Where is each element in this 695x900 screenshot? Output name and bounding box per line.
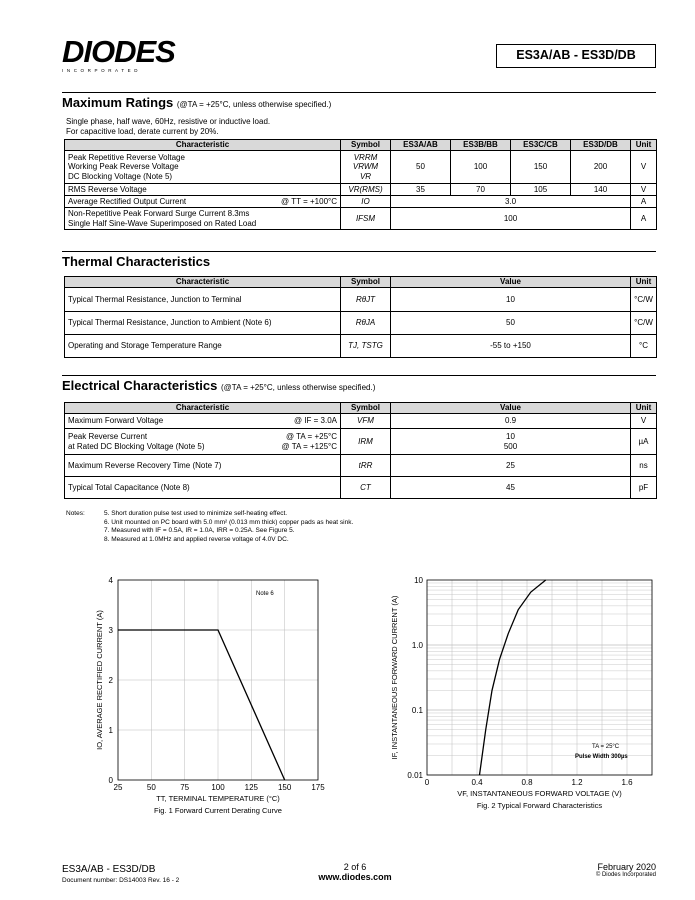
header-cell: Symbol	[341, 403, 391, 414]
characteristic-line: Non-Repetitive Peak Forward Surge Current 8.3ms	[68, 209, 250, 218]
header-cell: Symbol	[341, 277, 391, 288]
note-6: 6. Unit mounted on PC board with 5.0 mm² (0.013 mm thick) copper pads as heat sink.	[104, 518, 354, 526]
table-row	[65, 196, 657, 208]
note-5: 5. Short duration pulse test used to minimize self-heating effect.	[104, 510, 288, 517]
header-cell: ES3C/CB	[511, 140, 571, 151]
characteristic-line: DC Blocking Voltage (Note 5)	[68, 171, 173, 181]
chart-annotation: Pulse Width 300µs	[575, 754, 628, 760]
value-cell: 150	[511, 151, 571, 184]
characteristic-text: Average Rectified Output Current	[68, 196, 187, 206]
x-tick-label: 125	[244, 783, 259, 792]
symbol-cell: tRR	[341, 455, 391, 477]
unit-cell: A	[631, 196, 657, 208]
x-tick-label: 1.2	[571, 778, 583, 787]
max-ratings-note-2: For capacitive load, derate current by 20%.	[66, 127, 219, 136]
section-divider	[62, 92, 656, 93]
symbol-cell: VR(RMS)	[341, 184, 391, 196]
table-header-row	[65, 140, 657, 151]
table-row	[65, 429, 657, 455]
y-tick-label: 0.1	[411, 706, 423, 715]
section-divider	[62, 375, 656, 376]
footer-left	[62, 864, 179, 884]
characteristic-cell: Typical Thermal Resistance, Junction to Ambient (Note 6)	[65, 312, 341, 335]
value-cell: 100	[451, 151, 511, 184]
max-ratings-title	[62, 95, 331, 110]
x-tick-label: 50	[146, 783, 156, 792]
characteristic-cell	[65, 208, 341, 230]
unit-cell: µA	[631, 429, 657, 455]
table-row	[65, 312, 657, 335]
table-row	[65, 414, 657, 429]
footer-document-number: Document number: DS14003 Rev. 16 - 2	[62, 877, 180, 884]
y-tick-label: 0	[108, 776, 113, 785]
value-cell: 50	[391, 151, 451, 184]
symbol-cell: IFSM	[341, 208, 391, 230]
symbol-cell: TJ, TSTG	[341, 335, 391, 358]
part-number-box: ES3A/AB - ES3D/DB	[496, 44, 656, 68]
y-tick-label: 1	[108, 726, 113, 735]
characteristic-cell: Operating and Storage Temperature Range	[65, 335, 341, 358]
x-tick-label: 150	[277, 783, 292, 792]
value-cell: 50	[391, 312, 631, 335]
chart-annotation: TA = 25°C	[592, 744, 620, 750]
characteristic-cell	[65, 151, 341, 184]
y-tick-label: 0.01	[407, 771, 423, 780]
characteristic-cell: Typical Thermal Resistance, Junction to Terminal	[65, 288, 341, 312]
unit-cell: °C/W	[631, 288, 657, 312]
footnotes	[66, 510, 353, 544]
figure-caption: Fig. 2 Typical Forward Characteristics	[476, 801, 603, 810]
electrical-title	[62, 378, 375, 393]
symbol-cell: VFM	[341, 414, 391, 429]
header-cell: Characteristic	[65, 403, 341, 414]
y-tick-label: 1.0	[411, 641, 423, 650]
series-line	[118, 630, 285, 780]
x-tick-label: 100	[211, 783, 225, 792]
footer-center	[300, 862, 410, 882]
condition-text: @ IF = 3.0A	[293, 416, 337, 426]
symbol-cell: RθJA	[341, 312, 391, 335]
y-tick-label: 2	[108, 676, 113, 685]
electrical-table	[64, 402, 657, 499]
x-tick-label: 1.6	[621, 778, 633, 787]
header-cell: ES3B/BB	[451, 140, 511, 151]
value-cell: -55 to +150	[391, 335, 631, 358]
logo-text: DIODES	[62, 34, 175, 69]
unit-cell: V	[631, 151, 657, 184]
max-ratings-table	[64, 139, 657, 230]
unit-cell: °C	[631, 335, 657, 358]
footer-right	[540, 862, 656, 878]
header-cell: Unit	[631, 403, 657, 414]
y-tick-label: 4	[108, 576, 113, 585]
unit-cell: °C/W	[631, 312, 657, 335]
section-divider	[62, 251, 656, 252]
value-cell: 10	[391, 288, 631, 312]
unit-cell: V	[631, 184, 657, 196]
header-cell: Value	[391, 277, 631, 288]
max-ratings-heading: Maximum Ratings	[62, 95, 174, 110]
company-logo	[62, 34, 182, 73]
footer-url[interactable]: www.diodes.com	[318, 872, 392, 882]
x-tick-label: 25	[113, 783, 123, 792]
value-cell: 200	[571, 151, 631, 184]
x-tick-label: 0.4	[471, 778, 483, 787]
value-cell: 100	[391, 208, 631, 230]
unit-cell: A	[631, 208, 657, 230]
table-row	[65, 208, 657, 230]
table-row	[65, 288, 657, 312]
y-axis-label: IF, INSTANTANEOUS FORWARD CURRENT (A)	[390, 595, 399, 760]
electrical-condition: (@TA = +25°C, unless otherwise specified.)	[221, 383, 376, 392]
figure-caption: Fig. 1 Forward Current Derating Curve	[154, 806, 282, 815]
value-cell: 0.9	[391, 414, 631, 429]
characteristic-cell	[65, 196, 341, 208]
characteristic-line	[68, 442, 337, 452]
symbol-cell: RθJT	[341, 288, 391, 312]
characteristic-cell: RMS Reverse Voltage	[65, 184, 341, 196]
header-cell: Unit	[631, 277, 657, 288]
symbol-cell: IO	[341, 196, 391, 208]
note-7: 7. Measured with IF = 0.5A, IR = 1.0A, IRR = 0.25A. See Figure 5.	[104, 527, 295, 534]
characteristic-line: Single Half Sine-Wave Superimposed on Rated Load	[68, 218, 257, 228]
value-cell: 140	[571, 184, 631, 196]
electrical-heading: Electrical Characteristics	[62, 378, 218, 393]
x-tick-label: 175	[311, 783, 325, 792]
characteristic-cell	[65, 429, 341, 455]
value-cell	[391, 429, 631, 455]
header-cell: Unit	[631, 140, 657, 151]
header-cell: ES3A/AB	[391, 140, 451, 151]
condition-text: @ TA = +125°C	[281, 441, 337, 451]
table-row	[65, 477, 657, 499]
value-cell: 35	[391, 184, 451, 196]
characteristic-cell	[65, 414, 341, 429]
x-axis-label: VF, INSTANTANEOUS FORWARD VOLTAGE (V)	[457, 789, 622, 798]
footer-copyright: © Diodes Incorporated	[595, 872, 656, 878]
x-axis-label: TT, TERMINAL TEMPERATURE (°C)	[156, 794, 280, 803]
characteristic-line	[68, 432, 337, 442]
y-axis-label: IO, AVERAGE RECTIFIED CURRENT (A)	[95, 610, 104, 750]
figure-1-derating-chart	[80, 568, 350, 818]
value-cell: 70	[451, 184, 511, 196]
characteristic-cell: Typical Total Capacitance (Note 8)	[65, 477, 341, 499]
table-header-row	[65, 403, 657, 414]
chart-annotation: Note 6	[256, 591, 274, 597]
max-ratings-note-1: Single phase, half wave, 60Hz, resistive or inductive load.	[66, 117, 271, 126]
characteristic-text: Maximum Forward Voltage	[68, 416, 164, 426]
table-row	[65, 455, 657, 477]
thermal-table	[64, 276, 657, 358]
table-header-row	[65, 277, 657, 288]
header-cell: Characteristic	[65, 277, 341, 288]
value-line: 500	[503, 441, 518, 451]
value-cell: 105	[511, 184, 571, 196]
header-cell: Characteristic	[65, 140, 341, 151]
condition-text: @ TA = +25°C	[285, 432, 337, 441]
footer-part-number: ES3A/AB - ES3D/DB	[62, 864, 156, 875]
symbol-cell: CT	[341, 477, 391, 499]
header-cell: Symbol	[341, 140, 391, 151]
unit-cell: pF	[631, 477, 657, 499]
characteristic-line: Peak Repetitive Reverse Voltage	[68, 152, 185, 162]
symbol-line: VRWM	[352, 162, 379, 172]
footer-date: February 2020	[597, 862, 656, 872]
symbol-cell: IRM	[341, 429, 391, 455]
note-8: 8. Measured at 1.0MHz and applied reverse voltage of 4.0V DC.	[104, 535, 289, 543]
condition-text: @ TT = +100°C	[281, 196, 337, 206]
y-tick-label: 10	[414, 576, 423, 585]
characteristic-text: Peak Reverse Current	[68, 432, 148, 441]
x-tick-label: 75	[180, 783, 190, 792]
symbol-line: VR	[359, 171, 372, 181]
characteristic-text: at Rated DC Blocking Voltage (Note 5)	[68, 441, 205, 451]
header-cell: ES3D/DB	[571, 140, 631, 151]
header-cell: Value	[391, 403, 631, 414]
table-row	[65, 184, 657, 196]
unit-cell: ns	[631, 455, 657, 477]
symbol-cell	[341, 151, 391, 184]
value-cell: 25	[391, 455, 631, 477]
value-line: 10	[506, 432, 515, 441]
figure-2-forward-chart	[380, 568, 665, 818]
unit-cell: V	[631, 414, 657, 429]
thermal-title: Thermal Characteristics	[62, 254, 211, 269]
series-line	[480, 580, 546, 775]
x-tick-label: 0.8	[521, 778, 533, 787]
footer-page-number: 2 of 6	[343, 862, 367, 872]
x-tick-label: 0	[424, 778, 430, 787]
characteristic-cell: Maximum Reverse Recovery Time (Note 7)	[65, 455, 341, 477]
characteristic-line: Working Peak Reverse Voltage	[68, 162, 179, 172]
symbol-line: VRRM	[353, 152, 378, 162]
value-cell: 3.0	[391, 196, 631, 208]
y-tick-label: 3	[108, 626, 113, 635]
table-row	[65, 151, 657, 184]
max-ratings-condition: (@TA = +25°C, unless otherwise specified.)	[176, 100, 332, 109]
value-cell: 45	[391, 477, 631, 499]
logo-subtext: INCORPORATED	[62, 68, 142, 73]
table-row	[65, 335, 657, 358]
notes-label: Notes:	[66, 510, 85, 517]
